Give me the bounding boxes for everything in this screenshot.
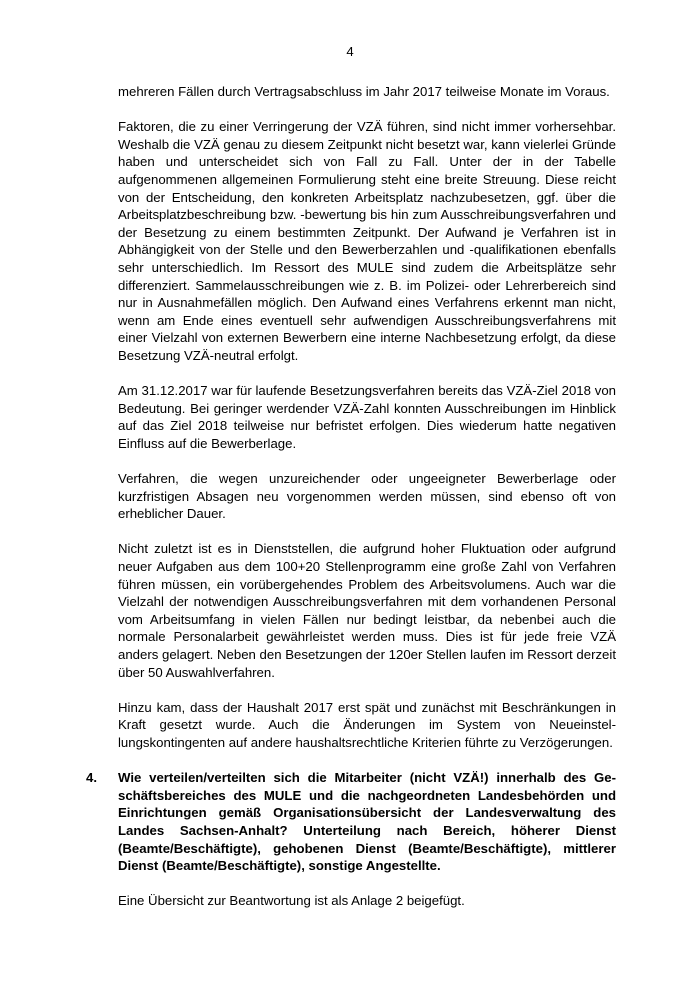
page-number: 4 xyxy=(346,44,354,59)
paragraph-4: Verfahren, die wegen unzureichender oder ungeeigneter Bewerberlage oder kurzfristigen Absagen neu vorgenommen werden müssen, sind ebenso oft von erheblicher Dauer. xyxy=(118,471,616,522)
paragraph-1: mehreren Fällen durch Vertragsabschluss im Jahr 2017 teilweise Monate im Voraus. xyxy=(118,84,610,99)
question-text: Wie verteilen/verteilten sich die Mitarbeiter (nicht VZÄ!) innerhalb des Geschäftsbereiches des MULE und die nachgeordneten Landesbehörden und Einrichtungen gemäß Organisationsübersicht der Landesverwaltung des Landes Sachsen-Anhalt? Unterteilung nach Bereich, höherer Dienst (Beamte/Beschäftigte), gehobenen Dienst (Beamte/Beschäftigte), mittlerer Dienst (Beamte/Beschäftigte), sonstige Angestellte. xyxy=(118,770,616,874)
paragraph-6: Hinzu kam, dass der Haushalt 2017 erst spät und zunächst mit Beschränkungen in Kraft gesetzt wurde. Auch die Änderungen im System von Neueinstellungskontingenten auf andere haushaltsrechtliche Kriterien führte zu Verzögerungen. xyxy=(118,699,616,750)
answer-text: Eine Übersicht zur Beantwortung ist als Anlage 2 beigefügt. xyxy=(118,893,465,909)
question-number: 4. xyxy=(86,770,97,786)
paragraph-5: Nicht zuletzt ist es in Dienststellen, die aufgrund hoher Fluktuation oder aufgrund neuer Aufgaben aus dem 100+20 Stellenprogramm eine große Zahl von Verfahren führen müssen, ein vorübergehendes Problem des Arbeitsvolumens. Auch war die Vielzahl der notwendigen Ausschreibungsverfahren mit dem vorhandenen Personal vom Arbeitsumfang in vielen Fällen nur bedingt leistbar, da nebenbei auch die normale Personalarbeit gewährleistet werden muss. Dies ist für jede freie VZÄ anders gelagert. Neben den Besetzungen der 120er Stellen laufen im Ressort derzeit über 50 Auswahlverfahren. xyxy=(118,541,616,680)
document-body xyxy=(86,83,616,928)
question-block xyxy=(86,769,616,875)
paragraph-2: Faktoren, die zu einer Verringerung der VZÄ führen, sind nicht immer vorhersehbar. Weshalb die VZÄ genau zu diesem Zeitpunkt nicht besetzt war, kann vielerlei Gründe haben und unterscheidet sich von Fall zu Fall. Unter der in der Tabelle aufgenommenen allgemeinen Formulierung steht eine breite Streuung. Diese reicht von der Entscheidung, den konkreten Arbeitsplatz nachzubesetzen, ggf. über die Arbeitsplatzbeschreibung bzw. -bewertung bis hin zum Ausschreibungsverfahren und der Besetzung zu einem bestimmten Zeitpunkt. Der Aufwand je Verfahren ist in Abhängigkeit von der Stelle und den Bewerberzahlen und -qualifikationen ebenfalls sehr unterschiedlich. Im Ressort des MULE sind zudem die Arbeitsplätze sehr differenziert. Sammelausschreibungen wie z. B. im Polizei- oder Lehrerbereich sind nur in Ausnahmefällen möglich. Den Aufwand eines Verfahrens erkennt man nicht, wenn am Ende eines eventuell sehr aufwendigen Ausschreibungsverfahrens mit einer Vielzahl von externen Bewerbern eine interne Nachbesetzung erfolgt, da diese Besetzung VZÄ-neutral erfolgt. xyxy=(118,119,616,363)
paragraph-3: Am 31.12.2017 war für laufende Besetzungsverfahren bereits das VZÄ-Ziel 2018 von Bedeutung. Bei geringer werdender VZÄ-Zahl konnten Ausschreibungen im Hinblick auf das Ziel 2018 teilweise nur befristet erfolgen. Dies wiederum hatte negativen Einfluss auf die Bewerberlage. xyxy=(118,383,616,451)
